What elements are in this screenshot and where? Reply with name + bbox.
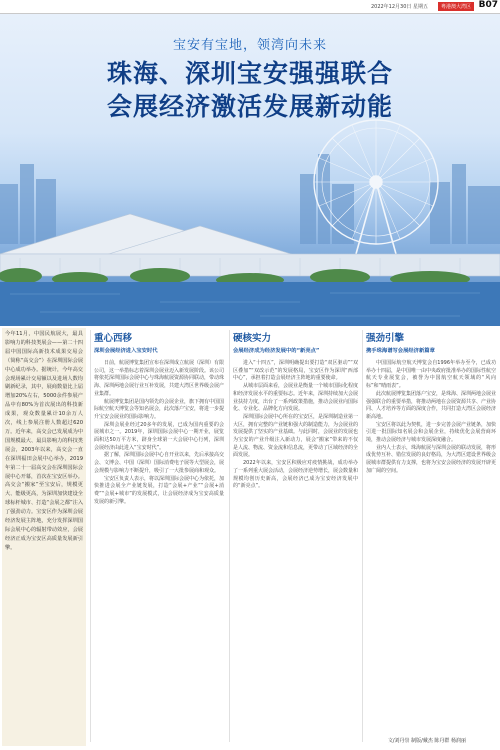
lead-column [2, 328, 86, 746]
page-number: B07 [478, 0, 498, 10]
paragraph: 进入“十四五”，深圳明确提出要打造“双区驱动”“双区叠加”“双改示范”的发展格局，宝安区作为深圳“西部中心”，承担着打造会展经济主阵地的重要使命。 [233, 360, 358, 382]
paragraph: 宝安区将以此为契机，进一步完善会展产业链条，加快引进一批国际知名展会和会展企业，持续优化会展营商环境，推动会展经济与城市发展深度融合。 [366, 421, 497, 444]
paragraph: 宝安区负责人表示，将以深圳国际会展中心为依托，加快推进会展全产业链发展，打造“会展+产业”“会展+消费”“会展+城市”的发展模式，让会展经济成为宝安高质量发展的新引擎。 [94, 475, 225, 505]
column-subheading: 携手珠海谱写会展经济新篇章 [366, 348, 435, 354]
article-column-1 [94, 330, 224, 506]
issue-date: 2022年12月30日 星期五 [370, 4, 428, 10]
column-heading: 硬核实力 [233, 333, 272, 344]
hero-title-line-1: 珠海、深圳宝安强强联合 [106, 59, 393, 88]
column-subheading: 深圳会展经济进入宝安时代 [94, 348, 158, 354]
paragraph: 2022年以来，宝安区积极应对疫情挑战，成功举办了一系列重大展会活动，会展经济逆势增长，展会数量和规模均创历史新高，会展经济已成为宝安经济发展中的“新亮点”。 [233, 460, 359, 490]
paragraph: 从城市层面来看，会展业是衡量一个城市国际化程度和经济发展水平的重要标志。近年来，深圳持续加大会展业扶持力度，出台了一系列政策措施，推动会展业向国际化、专业化、品牌化方向发展。 [233, 383, 359, 413]
paragraph: 此次航展博览集团落户宝安，是珠海、深圳两地会展业强强联合的重要举措，将推动两地在会展资源共享、产业协同、人才培养等方面的深度合作，共同打造大湾区会展经济新高地。 [366, 390, 497, 420]
column-divider [229, 330, 230, 742]
water [0, 282, 500, 326]
paragraph: 日前，航展博览集团宣布在深圳成立航展（深圳）有限公司，这一举措标志着深圳会展业迈入新发展阶段。该公司将依托深圳国际会展中心与珠海航展资源协同联动，带动珠海、深圳两地会展行业互补发展，共建大湾区世界级会展产业集群。 [94, 360, 225, 397]
column-divider [362, 330, 363, 742]
column-divider [90, 330, 91, 742]
page-header [0, 0, 500, 14]
column-subheading: 会展经济成为经济发展中的“新亮点” [233, 348, 320, 354]
column-body [233, 360, 358, 491]
hero-subtitle: 宝安有宝地，领湾向未来 [172, 38, 327, 53]
paragraph: 中国国际航空航天博览会自1996年举办至今，已成功举办十四届，是中国唯一由中央政府批准举办的国际性航空航天专业展览会，被誉为中国航空航天领域的“风向标”和“晴雨表”。 [366, 360, 497, 390]
hero-title-line-2: 会展经济激活发展新动能 [106, 92, 393, 121]
section-tag: 粤港澳大湾区 [438, 2, 474, 11]
paragraph: 深圳国际会展中心所在的宝安区，是深圳制造业第一大区，拥有完整的产业链和强大的制造能力，为会展业的发展提供了坚实的产业基础。与此同时，会展业的发展也为宝安的产业升级注入新动力，展会“搬家”带来的不仅是人流、物流、资金流和信息流，更带动了区域经济的全面发展。 [233, 413, 359, 459]
column-body [94, 360, 224, 506]
column-heading: 强劲引擎 [366, 333, 405, 344]
paragraph: 据了解，深圳国际会展中心自开业以来，先后承接高交会、文博会、中国（深圳）国际消费电子展等大型展会，展会规模与影响力不断提升，吸引了一大批参展商和观众。 [94, 452, 225, 474]
paragraph: 深圳会展业经过20多年的发展，已成为国内重要的会展城市之一。2019年，深圳国际会展中心一期开业，展览面积达50万平方米，跻身全球第一大会展中心行列，深圳会展经济由此进入“宝安时代”。 [94, 421, 224, 451]
lead-text: 今年11月，中国民航展大，最具影响力的科技类展会——第二十四届中国国际高新技术成果交易会（简称“高交会”）在深圳国际会展中心成功举办。据统计，今年高交会现场累计交易额以及进场人数均刷新纪录，其中，展商数量比上届增加20%左右，5000余件参展产品中有80%为首次展出的科技新成果，观众数量累计10余万人次，线上参展注册人数超过620万。近年来，高交会已发展成为中国规模最大、最具影响力的科技类展会，2003年以来，高交会一直在深圳福田会展中心举办，2019年第二十一届高交会在深圳国际会展中心开幕，首次在宝安区举办。高交会“搬家”至宝安后，规模更大、能级更高，为深圳加快建设全球标杆城市、打造“会展之都”注入了强劲动力。宝安区作为深圳会展经济发展主阵地，充分发挥深圳国际会展中心的辐射带动效应，会展经济正成为宝安区高质量发展新引擎。 [5, 331, 84, 551]
hero-banner [0, 14, 500, 326]
paragraph: 业内人士表示，珠海航展与深圳会展的联动发展，将形成优势互补、错位发展的良好格局，为大湾区建设世界级会展城市群提供有力支撑，也将为宝安会展经济的发展开辟更加广阔的空间。 [366, 444, 497, 474]
paragraph: 航展博览集团是国内领先的会展企业，旗下拥有中国国际航空航天博览会等知名展会，此次落户宝安，将进一步提升宝安会展业的国际影响力。 [94, 398, 225, 420]
article-column-2 [233, 330, 358, 491]
column-heading: 重心西移 [94, 333, 133, 344]
credits: 文/刘丹崇 制版/戴杰 陈丹群 杨润丽 [387, 738, 466, 744]
column-body [366, 360, 496, 476]
article-column-3 [366, 330, 496, 476]
exhibition-center [0, 214, 500, 276]
